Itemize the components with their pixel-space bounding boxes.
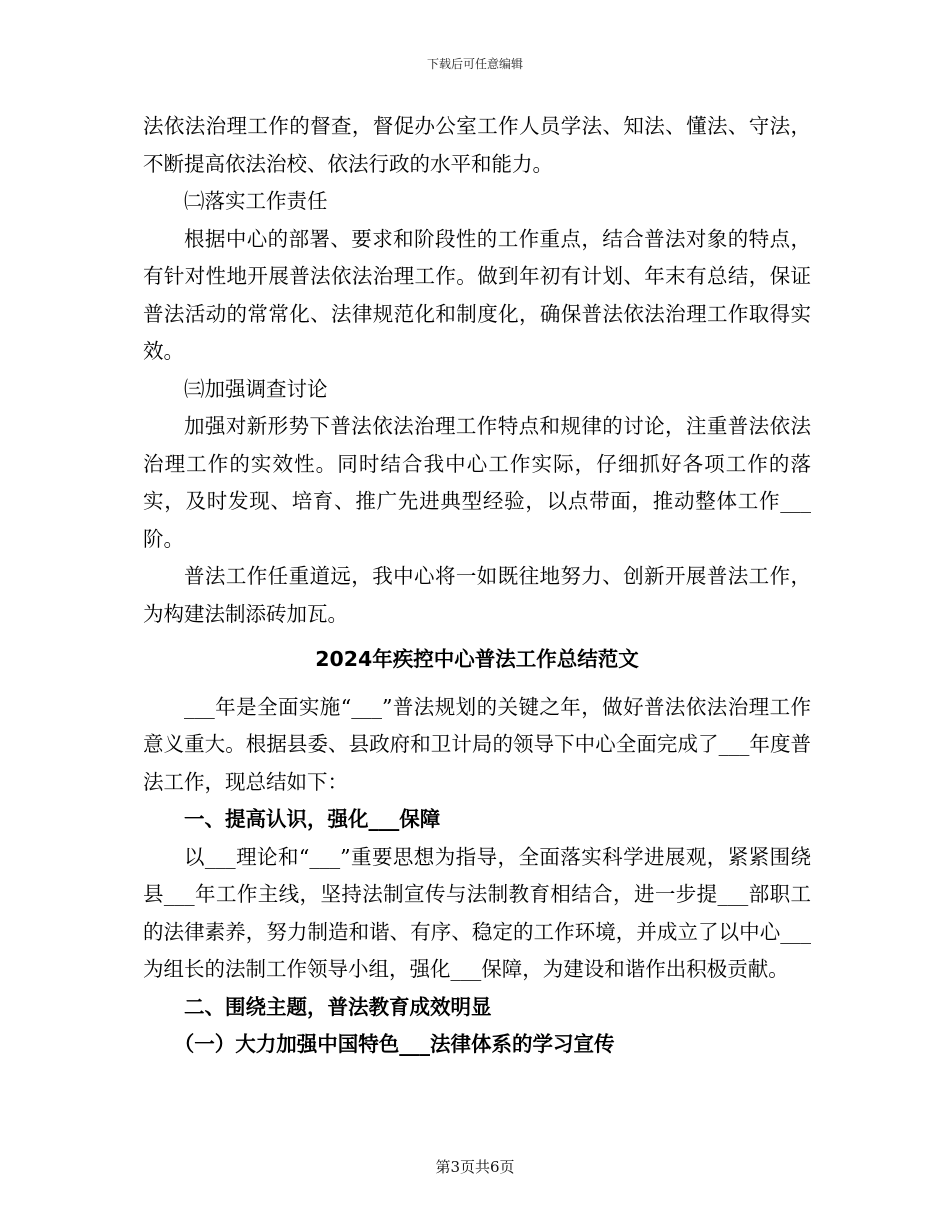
paragraph-continued: 法依法治理工作的督查，督促办公室工作人员学法、知法、懂法、守法，不断提高依法治校、依法行政的水平和能力。 bbox=[143, 114, 811, 176]
paragraph-research: 加强对新形势下普法依法治理工作特点和规律的讨论，注重普法依法治理工作的实效性。同时结合我中心工作实际，仔细抓好各项工作的落实，及时发现、培育、推广先进典型经验，以点带面，推动整体工作___阶。 bbox=[143, 414, 811, 551]
section-heading-2: 二、围绕主题，普法教育成效明显 bbox=[184, 994, 492, 1019]
subheading-responsibility: ㈡落实工作责任 bbox=[184, 189, 328, 213]
paragraph-closing: 普法工作任重道远，我中心将一如既往地努力、创新开展普法工作，为构建法制添砖加瓦。 bbox=[143, 564, 811, 626]
subheading-research: ㈢加强调查讨论 bbox=[184, 376, 328, 401]
paragraph-responsibility: 根据中心的部署、要求和阶段性的工作重点，结合普法对象的特点，有针对性地开展普法依法治理工作。做到年初有计划、年末有总结，保证普法活动的常常化、法律规范化和制度化，确保普法依法治理工作取得实效。 bbox=[143, 226, 811, 363]
page-header: 下载后可任意编辑 bbox=[426, 57, 523, 71]
section-heading-1: 一、提高认识，强化___保障 bbox=[184, 807, 441, 831]
paragraph-section-1: 以___理论和“___”重要思想为指导，全面落实科学进展观，紧紧围绕县___年工作主线，坚持法制宣传与法制教育相结合，进一步提___部职工的法律素养，努力制造和谐、有序、稳定的工作环境，并成立了以中心___为组长的法制工作领导小组，强化___保障，为建设和谐作出积极贡献。 bbox=[143, 844, 811, 981]
document-title: 2024年疾控中心普法工作总结范文 bbox=[315, 647, 639, 671]
document-body bbox=[143, 108, 811, 1064]
paragraph-intro: ___年是全面实施“___”普法规划的关键之年，做好普法依法治理工作意义重大。根据县委、县政府和卫计局的领导下中心全面完成了___年度普法工作，现总结如下： bbox=[143, 694, 811, 794]
section-subheading-2-1: （一）大力加强中国特色___法律体系的学习宣传 bbox=[173, 1032, 615, 1056]
page-footer: 第3页共6页 bbox=[435, 1158, 515, 1176]
